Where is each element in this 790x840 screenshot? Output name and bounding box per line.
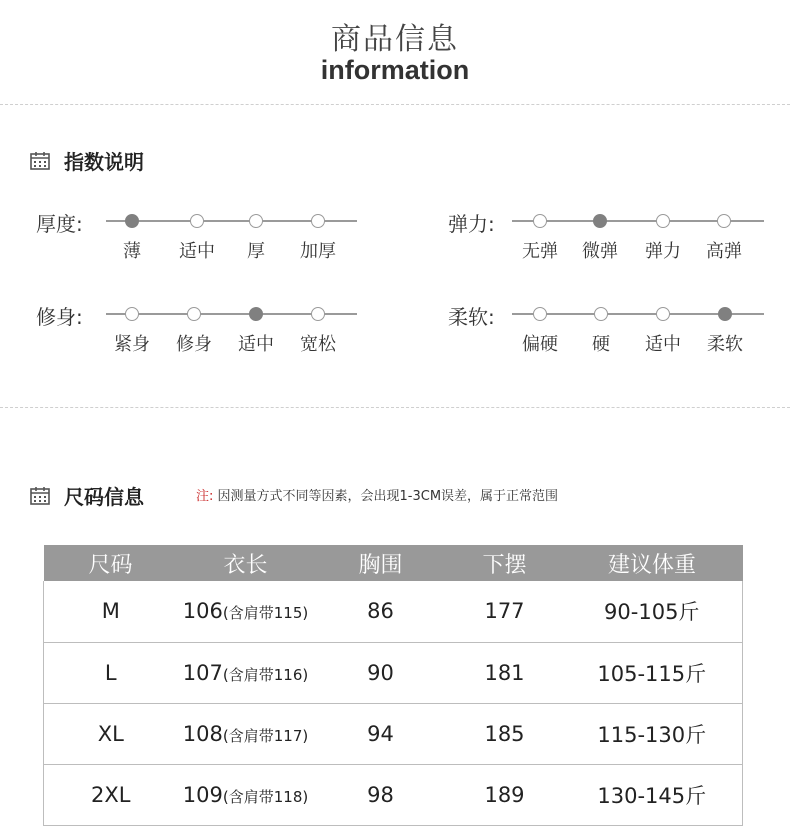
weight-cell: 115-130斤 bbox=[562, 703, 743, 764]
note-label: 注: bbox=[196, 489, 214, 504]
page-title: 商品信息 bbox=[331, 22, 459, 57]
column-header: 下摆 bbox=[448, 545, 562, 581]
length-value: 107 bbox=[182, 660, 223, 685]
hem-cell: 177 bbox=[448, 581, 562, 642]
scale-label: 厚度: bbox=[36, 212, 83, 236]
hem-cell: 189 bbox=[448, 764, 562, 825]
chest-cell: 94 bbox=[314, 703, 448, 764]
scale-option-label: 加厚 bbox=[300, 241, 336, 262]
length-value: 108 bbox=[182, 721, 223, 746]
chest-cell: 90 bbox=[314, 642, 448, 703]
table-row bbox=[44, 703, 743, 764]
scale-dot bbox=[594, 307, 608, 321]
calendar-icon bbox=[30, 486, 50, 505]
column-header: 建议体重 bbox=[562, 545, 743, 581]
scale-dot bbox=[717, 214, 731, 228]
scale-option-label: 硬 bbox=[592, 334, 610, 355]
scale-option-label: 薄 bbox=[123, 241, 141, 262]
scale-option-label: 高弹 bbox=[706, 241, 742, 262]
scale-dot-selected bbox=[593, 214, 607, 228]
scale-label: 柔软: bbox=[448, 305, 495, 329]
column-header: 胸围 bbox=[314, 545, 448, 581]
scale-dot bbox=[656, 214, 670, 228]
chest-cell: 98 bbox=[314, 764, 448, 825]
length-cell bbox=[178, 581, 314, 642]
column-header: 衣长 bbox=[178, 545, 314, 581]
length-value: 109 bbox=[182, 782, 223, 807]
hem-cell: 185 bbox=[448, 703, 562, 764]
size-cell: M bbox=[44, 581, 178, 642]
weight-cell: 130-145斤 bbox=[562, 764, 743, 825]
scale-option-label: 厚 bbox=[247, 241, 265, 262]
table-header-row bbox=[44, 545, 743, 581]
scale-option-label: 无弹 bbox=[522, 241, 558, 262]
length-cell bbox=[178, 703, 314, 764]
weight-cell: 105-115斤 bbox=[562, 642, 743, 703]
table-row bbox=[44, 581, 743, 642]
size-cell: XL bbox=[44, 703, 178, 764]
page-subtitle: information bbox=[320, 55, 470, 85]
section-title: 尺码信息 bbox=[64, 485, 144, 509]
note-text: 因测量方式不同等因素，会出现1-3CM误差，属于正常范围 bbox=[217, 489, 559, 504]
scale-dot bbox=[533, 307, 547, 321]
scale-option-label: 适中 bbox=[645, 334, 681, 355]
size-section-header bbox=[30, 481, 144, 510]
scale-option-label: 适中 bbox=[238, 334, 274, 355]
scale-dot-selected bbox=[718, 307, 732, 321]
size-cell: 2XL bbox=[44, 764, 178, 825]
scale-dot bbox=[656, 307, 670, 321]
column-header: 尺码 bbox=[44, 545, 178, 581]
length-cell bbox=[178, 642, 314, 703]
measurement-note bbox=[196, 485, 558, 504]
scale-row bbox=[0, 208, 790, 268]
size-cell: L bbox=[44, 642, 178, 703]
length-note: (含肩带118) bbox=[222, 787, 309, 806]
length-note: (含肩带117) bbox=[222, 726, 309, 745]
scale-label: 弹力: bbox=[448, 212, 495, 236]
table-row bbox=[44, 642, 743, 703]
chest-cell: 86 bbox=[314, 581, 448, 642]
scale-label: 修身: bbox=[36, 305, 83, 329]
divider bbox=[0, 407, 790, 408]
scale-option-label: 适中 bbox=[179, 241, 215, 262]
scale-row bbox=[0, 301, 790, 361]
scale-option-label: 柔软 bbox=[707, 334, 743, 355]
scale-option-label: 紧身 bbox=[114, 334, 150, 355]
table-row bbox=[44, 764, 743, 825]
divider bbox=[0, 104, 790, 105]
scale-option-label: 偏硬 bbox=[522, 334, 558, 355]
scale-option-label: 微弹 bbox=[582, 241, 618, 262]
weight-cell: 90-105斤 bbox=[562, 581, 743, 642]
scale-option-label: 弹力 bbox=[645, 241, 681, 262]
section-title: 指数说明 bbox=[64, 150, 144, 174]
scale-option-label: 宽松 bbox=[300, 334, 336, 355]
calendar-icon bbox=[30, 151, 50, 170]
length-value: 106 bbox=[182, 599, 223, 624]
hem-cell: 181 bbox=[448, 642, 562, 703]
length-note: (含肩带116) bbox=[222, 665, 309, 684]
length-note: (含肩带115) bbox=[222, 604, 309, 623]
length-cell bbox=[178, 764, 314, 825]
scale-option-label: 修身 bbox=[176, 334, 212, 355]
scale-dot bbox=[533, 214, 547, 228]
size-table bbox=[43, 545, 743, 826]
index-section-header bbox=[30, 146, 144, 175]
